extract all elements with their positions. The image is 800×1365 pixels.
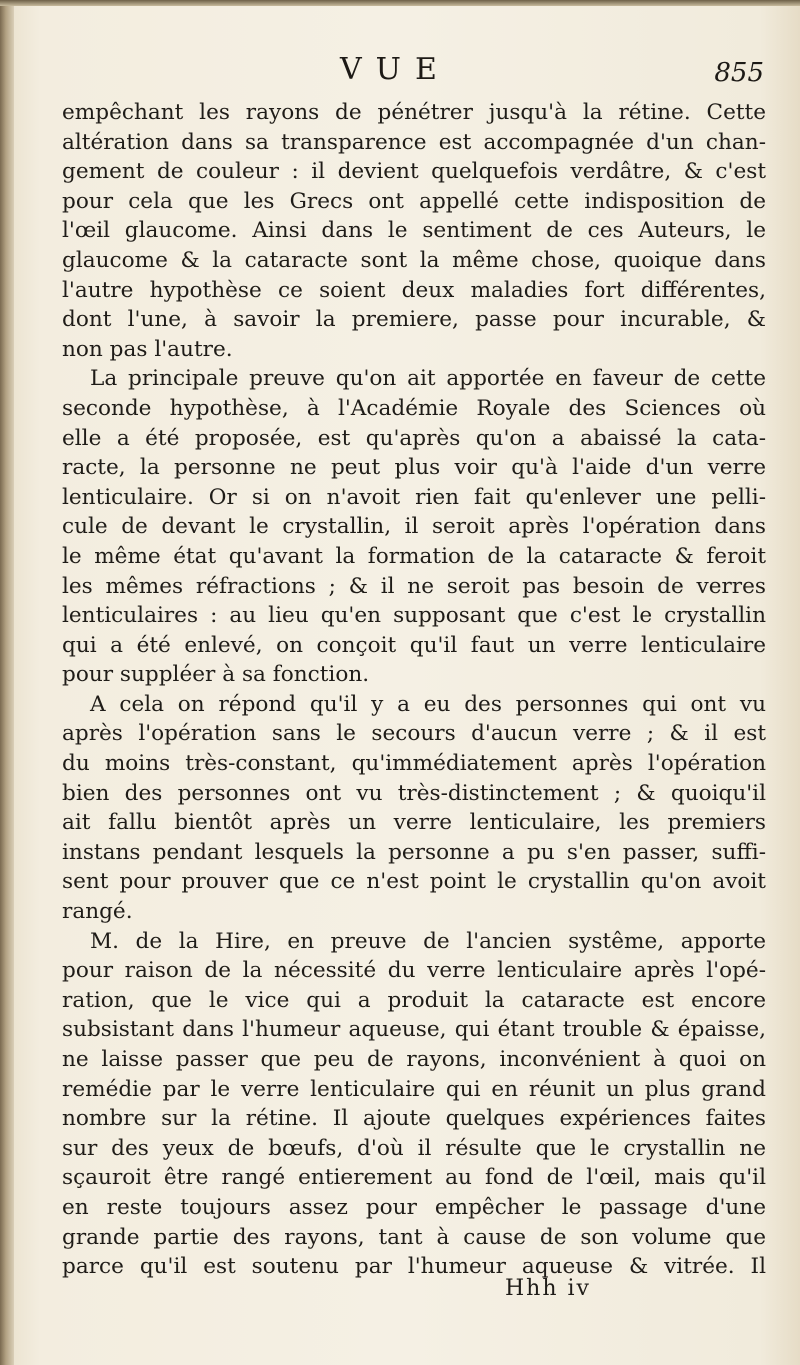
text-line: ait fallu bientôt après un verre lenticulaire, les premiers [62, 810, 766, 836]
text-line: grande partie des rayons, tant à cause de son volume que [62, 1224, 766, 1250]
running-head-title: VUE [340, 52, 451, 87]
text-line: rangé. [62, 899, 133, 925]
text-line: lenticulaires : au lieu qu'en supposant que c'est le crystallin [62, 603, 766, 629]
text-line: ration, que le vice qui a produit la cataracte est encore [62, 987, 766, 1013]
text-line: sent pour prouver que ce n'est point le crystallin qu'on avoit [62, 869, 766, 895]
text-line: non pas l'autre. [62, 336, 233, 362]
text-line: glaucome & la cataracte sont la même chose, quoique dans [62, 247, 766, 273]
text-line: qui a été enlevé, on conçoit qu'il faut un verre lenticulaire [62, 632, 766, 658]
text-line: les mêmes réfractions ; & il ne seroit pas besoin de verres [62, 573, 766, 599]
text-line: le même état qu'avant la formation de la cataracte & feroit [62, 543, 766, 569]
text-line: l'œil glaucome. Ainsi dans le sentiment de ces Auteurs, le [62, 218, 766, 244]
text-line: subsistant dans l'humeur aqueuse, qui étant trouble & épaisse, [62, 1017, 766, 1043]
page-gutter [0, 0, 14, 1365]
text-line: dont l'une, à savoir la premiere, passe pour incurable, & [62, 307, 766, 333]
text-line: cule de devant le crystallin, il seroit après l'opération dans [62, 514, 766, 540]
text-line: racte, la personne ne peut plus voir qu'à l'aide d'un verre [62, 455, 766, 481]
text-line: La principale preuve qu'on ait apportée en faveur de cette [90, 366, 766, 392]
page-top-edge [0, 0, 800, 6]
text-line: instans pendant lesquels la personne a pu s'en passer, suffi- [62, 839, 766, 865]
text-line: en reste toujours assez pour empêcher le passage d'une [62, 1194, 766, 1220]
text-line: gement de couleur : il devient quelquefois verdâtre, & c'est [62, 159, 766, 185]
text-line: M. de la Hire, en preuve de l'ancien systême, apporte [90, 928, 766, 954]
running-head [60, 52, 768, 92]
text-line: altération dans sa transparence est accompagnée d'un chan- [62, 129, 766, 155]
text-line: pour raison de la nécessité du verre lenticulaire après l'opé- [62, 958, 766, 984]
text-line: bien des personnes ont vu très-distinctement ; & quoiqu'il [62, 780, 766, 806]
body-text [62, 98, 766, 1282]
text-line: nombre sur la rétine. Il ajoute quelques expériences faites [62, 1106, 766, 1132]
text-line: pour suppléer à sa fonction. [62, 662, 370, 688]
text-line: lenticulaire. Or si on n'avoit rien fait qu'enlever une pelli- [62, 484, 766, 510]
text-line: seconde hypothèse, à l'Académie Royale des Sciences où [62, 395, 766, 421]
text-line: remédie par le verre lenticulaire qui en réunit un plus grand [62, 1076, 766, 1102]
text-line: elle a été proposée, est qu'après qu'on a abaissé la cata- [62, 425, 766, 451]
text-line: sçauroit être rangé entierement au fond de l'œil, mais qu'il [62, 1165, 766, 1191]
text-line: sur des yeux de bœufs, d'où il résulte que le crystallin ne [62, 1135, 766, 1161]
text-line: parce qu'il est soutenu par l'humeur aqueuse & vitrée. Il [62, 1254, 766, 1280]
text-line: empêchant les rayons de pénétrer jusqu'à la rétine. Cette [62, 100, 766, 125]
signature-mark: Hhh iv [505, 1276, 591, 1301]
text-line: du moins très-constant, qu'immédiatement après l'opération [62, 751, 766, 777]
text-line: l'autre hypothèse ce soient deux maladies fort différentes, [62, 277, 766, 303]
text-line: pour cela que les Grecs ont appellé cette indisposition de [62, 188, 766, 214]
text-line: A cela on répond qu'il y a eu des personnes qui ont vu [90, 691, 766, 717]
text-line: après l'opération sans le secours d'aucun verre ; & il est [62, 721, 766, 747]
page-number: 855 [714, 58, 764, 88]
text-line: ne laisse passer que peu de rayons, inconvénient à quoi on [62, 1047, 766, 1072]
